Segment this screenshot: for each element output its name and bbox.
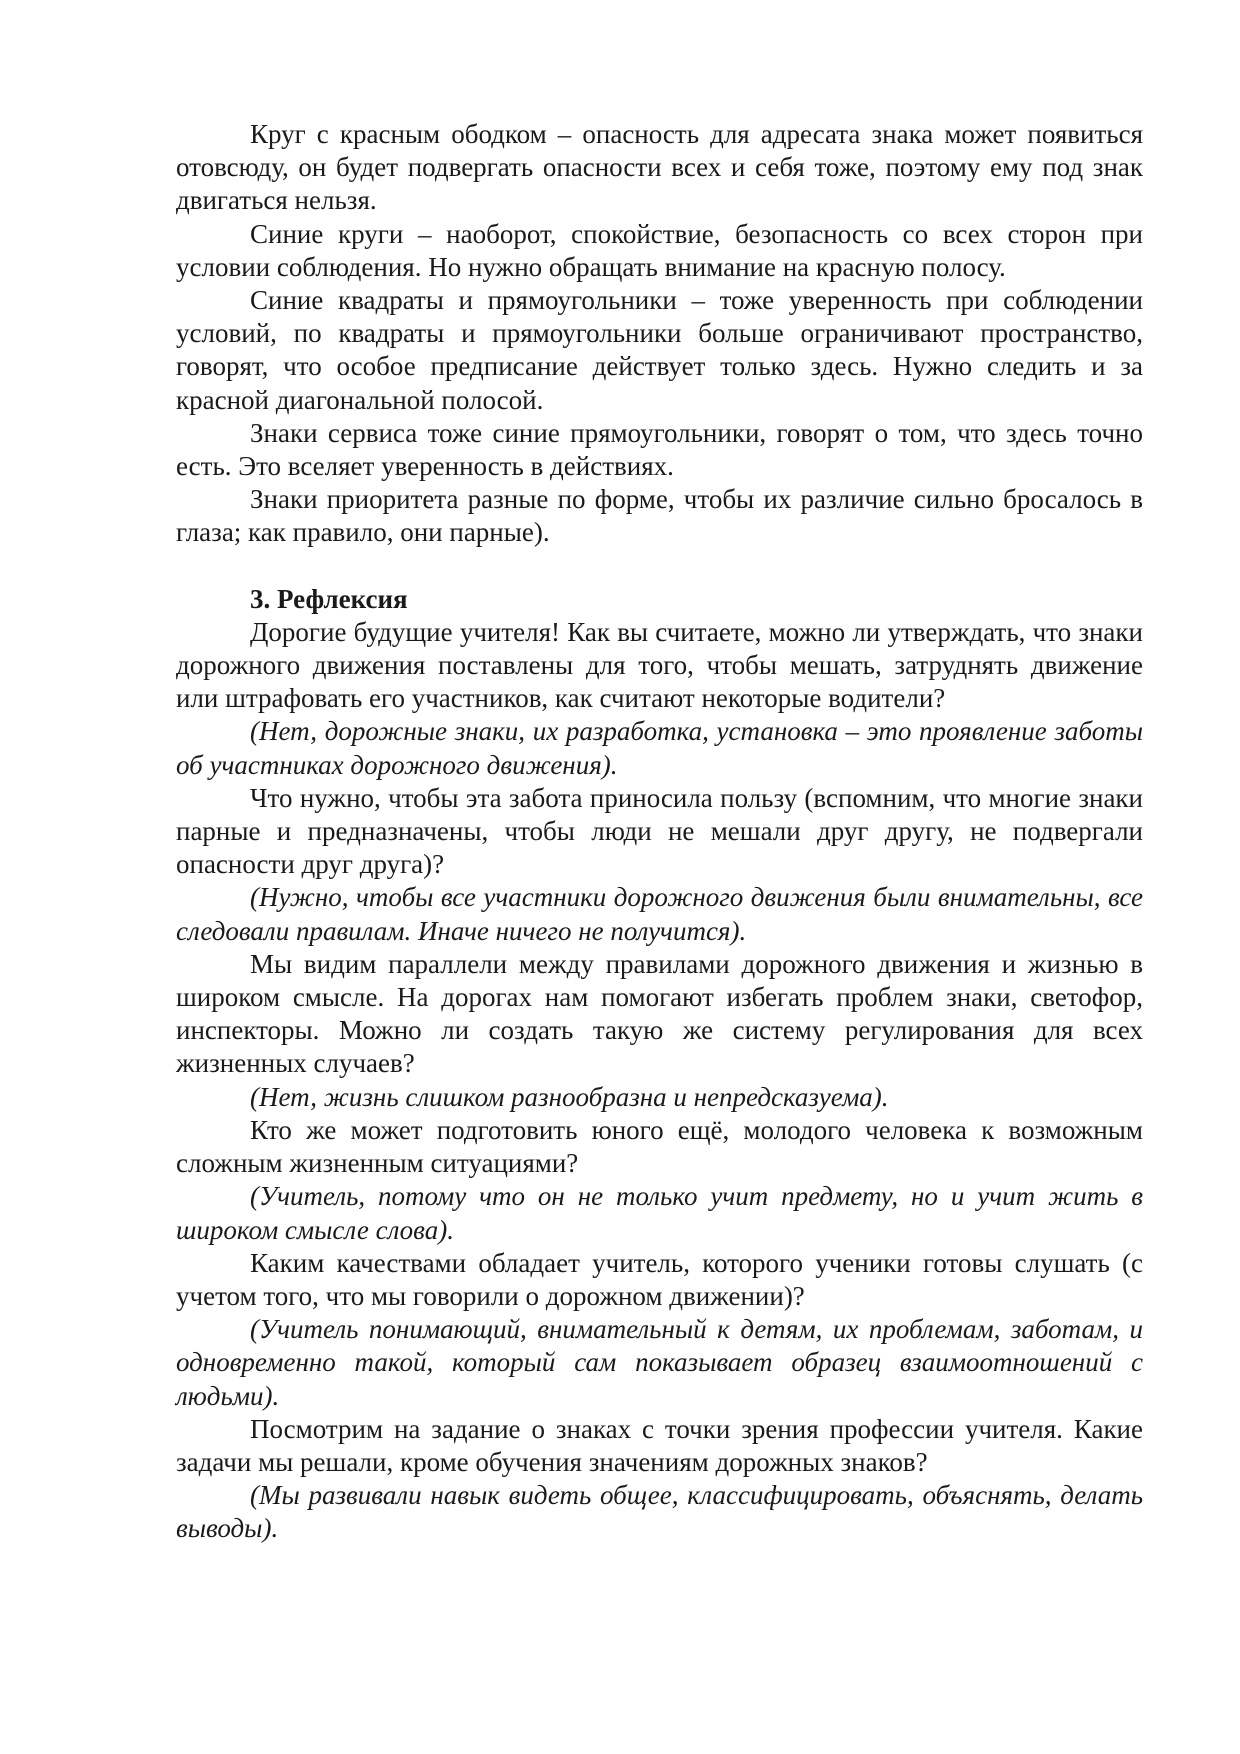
paragraph-blue-circles: Синие круги – наоборот, спокойствие, безопасность со всех сторон при условии соблюдения. Но нужно обращать внимание на красную полосу. — [176, 218, 1143, 282]
answer-paragraph: (Мы развивали навык видеть общее, классифицировать, объяснять, делать выводы). — [176, 1480, 1143, 1544]
section-heading: 3. Рефлексия — [250, 583, 408, 614]
question-paragraph: Что нужно, чтобы эта забота приносила пользу (вспомним, что многие знаки парные и предназначены, чтобы люди не мешали друг другу, не подвергали опасности друг друга)? — [176, 782, 1143, 880]
question-paragraph: Кто же может подготовить юного ещё, молодого человека к возможным сложным жизненным ситуациями? — [176, 1114, 1143, 1179]
paragraph-blue-squares: Синие квадраты и прямоугольники – тоже уверенность при соблюдении условий, по квадраты и прямоугольники больше ограничивают пространство, говорят, что особое предписание действует только здесь. Нужно следить и за красной диагональной полосой. — [176, 285, 1143, 415]
answer-paragraph: (Учитель понимающий, внимательный к детям, их проблемам, заботам, и одновременно такой, который сам показывает образец взаимоотношений с людьми). — [176, 1314, 1143, 1411]
question-paragraph: Дорогие будущие учителя! Как вы считаете, можно ли утверждать, что знаки дорожного движения поставлены для того, чтобы мешать, затруднять движение или штрафовать его участников, как считают некоторые водители? — [176, 616, 1143, 714]
section-spacer — [176, 550, 1143, 583]
question-paragraph: Каким качествами обладает учитель, которого ученики готовы слушать (с учетом того, что мы говорили о дорожном движении)? — [176, 1247, 1143, 1311]
answer-paragraph: (Нет, жизнь слишком разнообразна и непредсказуема). — [250, 1081, 889, 1112]
answer-paragraph: (Нужно, чтобы все участники дорожного движения были внимательны, все следовали правилам. Иначе ничего не получится). — [176, 882, 1143, 946]
paragraph-red-circle: Круг с красным ободком – опасность для адресата знака может появиться отовсюду, он будет подвергать опасности всех и себя тоже, поэтому ему под знак двигаться нельзя. — [176, 119, 1143, 216]
answer-paragraph: (Нет, дорожные знаки, их разработка, установка – это проявление заботы об участниках дорожного движения). — [176, 716, 1143, 780]
document-page — [176, 118, 1143, 1546]
question-paragraph: Посмотрим на задание о знаках с точки зрения профессии учителя. Какие задачи мы решали, кроме обучения значениям дорожных знаков? — [176, 1413, 1143, 1477]
paragraph-service-signs: Знаки сервиса тоже синие прямоугольники, говорят о том, что здесь точно есть. Это вселяет уверенность в действиях. — [176, 417, 1143, 482]
answer-paragraph: (Учитель, потому что он не только учит предмету, но и учит жить в широком смысле слова). — [176, 1181, 1143, 1245]
paragraph-priority-signs: Знаки приоритета разные по форме, чтобы их различие сильно бросалось в глаза; как правило, они парные). — [176, 484, 1143, 548]
question-paragraph: Мы видим параллели между правилами дорожного движения и жизнью в широком смысле. На дорогах нам помогают избегать проблем знаки, светофор, инспекторы. Можно ли создать такую же систему регулирования для всех жизненных случаев? — [176, 948, 1143, 1079]
